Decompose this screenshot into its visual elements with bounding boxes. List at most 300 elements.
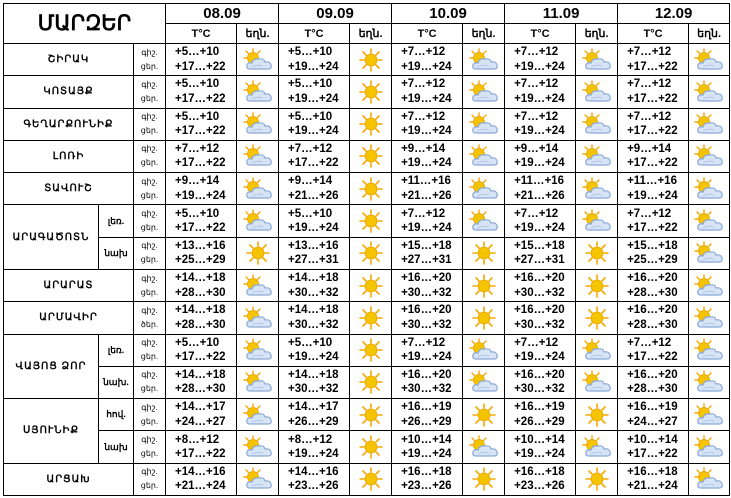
period-labels <box>134 237 166 269</box>
partly-cloudy-icon <box>241 80 275 104</box>
night-temperature: +11…+16 <box>514 175 564 188</box>
partly-cloudy-icon <box>241 274 275 298</box>
night-temperature: +16…+20 <box>627 304 678 317</box>
weather-cell <box>237 140 279 172</box>
night-temperature: +16…+20 <box>401 368 452 381</box>
weather-cell <box>463 302 505 334</box>
day-temperature: +28…+30 <box>175 383 226 396</box>
night-label: գիշ. <box>141 47 158 57</box>
night-temperature: +13…+16 <box>175 239 226 252</box>
weather-cell <box>689 76 730 108</box>
partly-cloudy-icon <box>692 241 726 265</box>
temperature-cell <box>505 108 576 140</box>
temperature-column-header: T°C <box>166 24 237 44</box>
weather-cell <box>350 205 392 237</box>
partly-cloudy-icon <box>692 274 726 298</box>
period-labels <box>134 463 166 495</box>
night-temperature: +5…+10 <box>288 78 333 91</box>
sunny-icon <box>356 306 386 330</box>
weather-cell <box>237 76 279 108</box>
day-temperature: +17…+22 <box>175 125 226 138</box>
temperature-cell <box>279 76 350 108</box>
weather-cell <box>463 237 505 269</box>
region-name: ՎԱՅՈՑ ՁՈՐ <box>4 334 99 399</box>
date-header: 12.09 <box>618 4 730 24</box>
partly-cloudy-icon <box>580 80 614 104</box>
temperature-cell <box>279 44 350 76</box>
temperature-cell <box>392 463 463 495</box>
sub-region-label: հով. <box>99 399 134 431</box>
day-temperature: +17…+22 <box>175 351 226 364</box>
night-temperature: +13…+16 <box>288 239 339 252</box>
partly-cloudy-icon <box>580 144 614 168</box>
night-temperature: +9…+14 <box>627 142 672 155</box>
table-row <box>4 205 730 237</box>
temperature-cell <box>279 431 350 463</box>
partly-cloudy-icon <box>692 80 726 104</box>
day-temperature: +19…+24 <box>401 222 452 235</box>
night-temperature: +16…+19 <box>401 401 452 414</box>
temperature-cell <box>618 140 689 172</box>
night-temperature: +16…+18 <box>627 465 678 478</box>
day-temperature: +26…+29 <box>288 415 339 428</box>
temperature-cell <box>392 108 463 140</box>
weather-cell <box>350 76 392 108</box>
night-temperature: +9…+14 <box>175 175 220 188</box>
date-header: 09.09 <box>279 4 392 24</box>
day-label: ցեր. <box>140 61 159 71</box>
night-label: գիշ. <box>141 176 158 186</box>
temperature-cell <box>618 173 689 205</box>
sunny-icon <box>356 370 386 394</box>
weather-cell <box>350 302 392 334</box>
partly-cloudy-icon <box>241 209 275 233</box>
region-name: ԿՈՏԱՅՔ <box>4 76 134 108</box>
period-labels <box>134 366 166 398</box>
night-temperature: +9…+14 <box>401 142 446 155</box>
partly-cloudy-icon <box>241 467 275 491</box>
day-temperature: +17…+22 <box>627 448 678 461</box>
table-row <box>4 463 730 495</box>
weather-cell <box>237 302 279 334</box>
region-name: ՍՅՈՒՆԻՔ <box>4 399 99 464</box>
weather-cell <box>463 399 505 431</box>
sunny-icon <box>356 403 386 427</box>
weather-cell <box>463 140 505 172</box>
day-temperature: +24…+27 <box>627 415 678 428</box>
day-label: ցեր. <box>140 416 159 426</box>
weather-cell <box>463 173 505 205</box>
weather-cell <box>237 205 279 237</box>
day-temperature: +28…+30 <box>627 383 678 396</box>
temperature-cell <box>505 269 576 301</box>
table-row <box>4 366 730 398</box>
weather-cell <box>689 431 730 463</box>
partly-cloudy-icon <box>692 403 726 427</box>
weather-cell <box>576 173 618 205</box>
temperature-cell <box>166 334 237 366</box>
weather-cell <box>689 399 730 431</box>
temperature-cell <box>392 140 463 172</box>
period-labels <box>134 44 166 76</box>
weather-cell <box>237 237 279 269</box>
night-temperature: +15…+18 <box>627 239 678 252</box>
weather-cell <box>463 463 505 495</box>
night-temperature: +5…+10 <box>288 110 333 123</box>
partly-cloudy-icon <box>692 306 726 330</box>
weather-cell <box>350 237 392 269</box>
temperature-cell <box>279 366 350 398</box>
temperature-cell <box>505 431 576 463</box>
day-temperature: +19…+24 <box>288 351 339 364</box>
table-row <box>4 269 730 301</box>
night-temperature: +7…+12 <box>514 46 559 59</box>
weather-cell <box>689 334 730 366</box>
weather-cell <box>689 44 730 76</box>
period-labels <box>134 108 166 140</box>
partly-cloudy-icon <box>580 209 614 233</box>
temperature-cell <box>166 205 237 237</box>
temperature-cell <box>505 399 576 431</box>
temperature-column-header: T°C <box>618 24 689 44</box>
temperature-cell <box>166 237 237 269</box>
sunny-icon <box>356 48 386 72</box>
night-temperature: +11…+16 <box>627 175 677 188</box>
temperature-cell <box>392 173 463 205</box>
weather-cell <box>689 463 730 495</box>
night-label: գիշ. <box>141 370 158 380</box>
period-labels <box>134 269 166 301</box>
weather-cell <box>463 366 505 398</box>
weather-cell <box>576 237 618 269</box>
weather-cell <box>350 108 392 140</box>
night-temperature: +14…+16 <box>288 465 339 478</box>
day-temperature: +26…+29 <box>401 415 452 428</box>
day-temperature: +19…+24 <box>175 189 226 202</box>
night-temperature: +16…+18 <box>401 465 452 478</box>
night-temperature: +8…+12 <box>288 433 333 446</box>
day-label: ցեր. <box>140 384 159 394</box>
night-temperature: +16…+20 <box>401 272 452 285</box>
day-temperature: +19…+24 <box>514 60 565 73</box>
night-temperature: +14…+18 <box>175 272 226 285</box>
day-temperature: +30…+32 <box>401 318 452 331</box>
day-temperature: +17…+22 <box>175 222 226 235</box>
temperature-cell <box>279 108 350 140</box>
sunny-icon <box>582 274 612 298</box>
temperature-cell <box>392 44 463 76</box>
day-temperature: +30…+32 <box>514 383 565 396</box>
weather-cell <box>576 334 618 366</box>
day-temperature: +17…+22 <box>627 157 678 170</box>
weather-cell <box>237 108 279 140</box>
period-labels <box>134 140 166 172</box>
partly-cloudy-icon <box>241 435 275 459</box>
sunny-icon <box>356 144 386 168</box>
day-label: ցեր. <box>140 223 159 233</box>
temperature-cell <box>505 334 576 366</box>
region-name: ԱՐԱՐԱՏ <box>4 269 134 301</box>
temperature-cell <box>505 463 576 495</box>
partly-cloudy-icon <box>692 467 726 491</box>
night-temperature: +14…+18 <box>175 304 226 317</box>
partly-cloudy-icon <box>692 112 726 136</box>
day-temperature: +26…+29 <box>514 415 565 428</box>
temperature-cell <box>279 237 350 269</box>
partly-cloudy-icon <box>241 403 275 427</box>
sunny-icon <box>469 274 499 298</box>
day-temperature: +19…+24 <box>401 60 452 73</box>
day-temperature: +19…+24 <box>514 92 565 105</box>
night-temperature: +14…+17 <box>175 401 226 414</box>
weather-cell <box>576 44 618 76</box>
day-temperature: +27…+31 <box>401 254 452 267</box>
night-label: գիշ. <box>141 435 158 445</box>
temperature-cell <box>166 269 237 301</box>
weather-cell <box>576 302 618 334</box>
night-temperature: +14…+16 <box>175 465 226 478</box>
day-temperature: +28…+30 <box>627 318 678 331</box>
sunny-icon <box>582 467 612 491</box>
sunny-icon <box>356 338 386 362</box>
day-temperature: +17…+22 <box>627 351 678 364</box>
night-temperature: +10…+14 <box>514 433 565 446</box>
partly-cloudy-icon <box>580 177 614 201</box>
table-row <box>4 76 730 108</box>
weather-cell <box>576 399 618 431</box>
partly-cloudy-icon <box>241 48 275 72</box>
table-row <box>4 237 730 269</box>
day-temperature: +21…+26 <box>514 189 565 202</box>
night-temperature: +14…+18 <box>288 368 339 381</box>
day-label: ցեր. <box>140 255 159 265</box>
night-temperature: +5…+10 <box>288 207 333 220</box>
sunny-icon <box>469 306 499 330</box>
day-temperature: +25…+29 <box>627 254 678 267</box>
weather-cell <box>350 269 392 301</box>
temperature-cell <box>618 44 689 76</box>
night-temperature: +7…+12 <box>175 142 220 155</box>
period-labels <box>134 302 166 334</box>
day-temperature: +19…+24 <box>288 92 339 105</box>
night-temperature: +10…+14 <box>627 433 678 446</box>
sunny-icon <box>469 467 499 491</box>
partly-cloudy-icon <box>467 338 501 362</box>
weather-cell <box>689 366 730 398</box>
partly-cloudy-icon <box>467 112 501 136</box>
temperature-cell <box>505 44 576 76</box>
temperature-cell <box>279 173 350 205</box>
weather-cell <box>463 44 505 76</box>
day-temperature: +28…+30 <box>175 318 226 331</box>
temperature-cell <box>618 366 689 398</box>
weather-cell <box>689 205 730 237</box>
night-temperature: +16…+20 <box>514 368 565 381</box>
date-header: 10.09 <box>392 4 505 24</box>
weather-cell <box>576 140 618 172</box>
partly-cloudy-icon <box>580 338 614 362</box>
partly-cloudy-icon <box>692 338 726 362</box>
day-temperature: +21…+24 <box>175 480 226 493</box>
night-temperature: +16…+20 <box>627 272 678 285</box>
temperature-cell <box>618 237 689 269</box>
night-label: գիշ. <box>141 338 158 348</box>
temperature-cell <box>166 302 237 334</box>
day-temperature: +21…+26 <box>401 189 452 202</box>
night-temperature: +5…+10 <box>175 46 220 59</box>
partly-cloudy-icon <box>580 112 614 136</box>
weather-cell <box>576 76 618 108</box>
night-temperature: +7…+12 <box>401 110 446 123</box>
temperature-cell <box>166 399 237 431</box>
sunny-icon <box>582 403 612 427</box>
temperature-cell <box>392 399 463 431</box>
temperature-cell <box>618 108 689 140</box>
temperature-cell <box>166 108 237 140</box>
night-temperature: +14…+17 <box>288 401 339 414</box>
day-temperature: +30…+32 <box>288 383 339 396</box>
night-temperature: +5…+10 <box>175 110 220 123</box>
day-temperature: +28…+30 <box>175 286 226 299</box>
temperature-cell <box>392 302 463 334</box>
weather-cell <box>350 140 392 172</box>
day-temperature: +19…+24 <box>514 222 565 235</box>
day-temperature: +21…+24 <box>627 480 678 493</box>
sunny-icon <box>243 241 273 265</box>
partly-cloudy-icon <box>467 48 501 72</box>
day-temperature: +19…+24 <box>401 448 452 461</box>
day-label: ցեր. <box>140 352 159 362</box>
temperature-column-header: T°C <box>505 24 576 44</box>
temperature-cell <box>166 44 237 76</box>
night-temperature: +7…+12 <box>401 336 446 349</box>
temperature-cell <box>279 205 350 237</box>
temperature-cell <box>166 140 237 172</box>
night-temperature: +7…+12 <box>514 110 559 123</box>
region-name: ՏԱՎՈՒՇ <box>4 173 134 205</box>
temperature-cell <box>505 76 576 108</box>
header-row-dates <box>4 4 730 24</box>
weather-cell <box>463 431 505 463</box>
weather-cell <box>237 431 279 463</box>
day-temperature: +30…+32 <box>288 286 339 299</box>
day-temperature: +19…+24 <box>401 92 452 105</box>
temperature-cell <box>279 399 350 431</box>
night-temperature: +8…+12 <box>175 433 220 446</box>
day-temperature: +30…+32 <box>288 318 339 331</box>
partly-cloudy-icon <box>241 338 275 362</box>
night-label: գիշ. <box>141 273 158 283</box>
weather-cell <box>689 140 730 172</box>
partly-cloudy-icon <box>241 306 275 330</box>
night-temperature: +16…+18 <box>514 465 565 478</box>
table-row <box>4 173 730 205</box>
weather-cell <box>237 173 279 205</box>
night-temperature: +7…+12 <box>627 78 672 91</box>
day-temperature: +27…+31 <box>514 254 565 267</box>
weather-cell <box>237 269 279 301</box>
region-name: ԱՐՑԱԽ <box>4 463 134 495</box>
day-label: ծեր. <box>140 319 159 329</box>
sub-region-label: նախ <box>99 431 134 463</box>
day-temperature: +30…+32 <box>514 318 565 331</box>
night-temperature: +16…+20 <box>514 304 565 317</box>
weather-cell <box>689 302 730 334</box>
temperature-cell <box>392 431 463 463</box>
table-row <box>4 399 730 431</box>
weather-cell <box>576 463 618 495</box>
period-labels <box>134 431 166 463</box>
day-temperature: +19…+24 <box>288 60 339 73</box>
weather-cell <box>576 108 618 140</box>
night-label: գիշ. <box>141 112 158 122</box>
night-temperature: +5…+10 <box>288 46 333 59</box>
sunny-icon <box>582 241 612 265</box>
temperature-cell <box>392 76 463 108</box>
sunny-icon <box>356 112 386 136</box>
partly-cloudy-icon <box>467 80 501 104</box>
night-temperature: +7…+12 <box>401 207 446 220</box>
weather-column-header: եղն. <box>689 24 730 44</box>
day-temperature: +17…+22 <box>175 157 226 170</box>
partly-cloudy-icon <box>692 177 726 201</box>
partly-cloudy-icon <box>580 370 614 394</box>
day-temperature: +19…+24 <box>514 351 565 364</box>
day-temperature: +19…+24 <box>627 189 678 202</box>
night-temperature: +16…+20 <box>514 272 565 285</box>
night-temperature: +7…+12 <box>627 110 672 123</box>
sub-region-label: նախ <box>99 237 134 269</box>
sunny-icon <box>356 209 386 233</box>
weather-cell <box>576 205 618 237</box>
partly-cloudy-icon <box>580 435 614 459</box>
night-temperature: +16…+19 <box>627 401 678 414</box>
period-labels <box>134 173 166 205</box>
weather-cell <box>237 334 279 366</box>
night-temperature: +5…+10 <box>175 207 220 220</box>
night-label: գիշ. <box>141 241 158 251</box>
temperature-cell <box>618 463 689 495</box>
day-temperature: +30…+32 <box>401 286 452 299</box>
weather-cell <box>350 463 392 495</box>
partly-cloudy-icon <box>467 177 501 201</box>
night-temperature: +16…+19 <box>514 401 565 414</box>
night-label: գիշ. <box>141 144 158 154</box>
temperature-cell <box>392 334 463 366</box>
weather-cell <box>237 463 279 495</box>
sub-region-label: նախ. <box>99 366 134 398</box>
weather-cell <box>350 366 392 398</box>
night-temperature: +16…+20 <box>627 368 678 381</box>
day-temperature: +28…+30 <box>627 286 678 299</box>
night-label: գիշ. <box>141 305 158 315</box>
temperature-cell <box>279 140 350 172</box>
forecast-table <box>3 3 730 496</box>
weather-cell <box>689 269 730 301</box>
weather-cell <box>237 44 279 76</box>
temperature-cell <box>618 302 689 334</box>
temperature-cell <box>166 463 237 495</box>
night-temperature: +16…+20 <box>401 304 452 317</box>
temperature-cell <box>279 334 350 366</box>
weather-cell <box>350 173 392 205</box>
day-temperature: +19…+24 <box>288 125 339 138</box>
temperature-cell <box>279 463 350 495</box>
night-temperature: +7…+12 <box>401 78 446 91</box>
night-label: գիշ. <box>141 467 158 477</box>
period-labels <box>134 399 166 431</box>
day-temperature: +17…+22 <box>627 222 678 235</box>
